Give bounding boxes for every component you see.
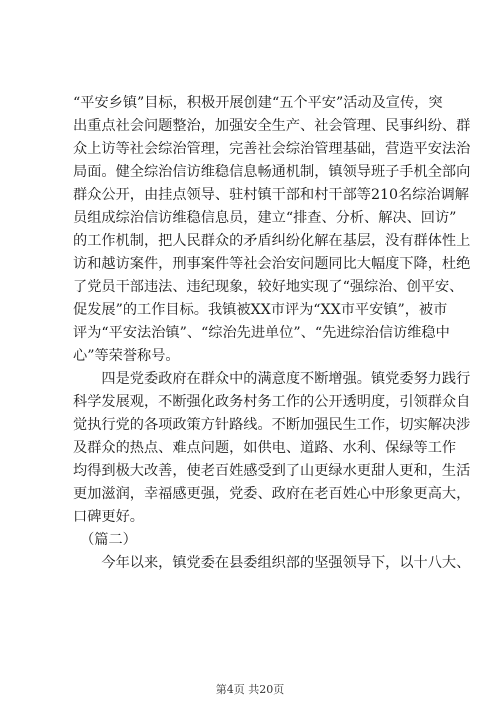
body-line: 更加滋润，幸福感更强，党委、政府在老百姓心中形象更高大， bbox=[73, 486, 471, 502]
body-line: 及群众的热点、难点问题，如供电、道路、水利、保绿等工作 bbox=[73, 440, 457, 456]
page-number-footer: 第4页 共20页 bbox=[215, 683, 285, 696]
body-line: 口碑更好。 bbox=[73, 509, 144, 525]
body-line: 众上访等社会综治管理，完善社会综治管理基础，营造平安法治 bbox=[73, 141, 471, 157]
body-line: 了党员干部违法、违纪现象，较好地实现了“强综治、创平安、 bbox=[73, 279, 464, 295]
body-line: 局面。健全综治信访维稳信息畅通机制，镇领导班子手机全部向 bbox=[73, 164, 471, 180]
body-line: 群众公开，由挂点领导、驻村镇干部和村干部等210名综治调解 bbox=[73, 187, 469, 203]
body-line: 的工作机制，把人民群众的矛盾纠纷化解在基层，没有群体性上 bbox=[73, 233, 471, 249]
body-line: 科学发展观，不断强化政务村务工作的公开透明度，引领群众自 bbox=[73, 394, 471, 410]
body-line: “平安乡镇”目标，积极开展创建“五个平安”活动及宣传，突 bbox=[73, 95, 443, 111]
body-line: 评为“平安法治镇”、“综治先进单位”、“先进综治信访维稳中 bbox=[73, 325, 450, 341]
body-line: 出重点社会问题整治，加强安全生产、社会管理、民事纠纷、群 bbox=[73, 118, 471, 134]
body-line: 访和越访案件，刑事案件等社会治安问题同比大幅度下降，杜绝 bbox=[73, 256, 471, 272]
body-line: 员组成综治信访维稳信息员，建立“排查、分析、解决、回访” bbox=[73, 210, 457, 226]
section-heading: （篇二） bbox=[73, 532, 137, 548]
body-line: 觉执行党的各项政策方针路线。不断加强民生工作，切实解决涉 bbox=[73, 417, 471, 433]
body-line: 促发展”的工作目标。我镇被XX市评为“XX市平安镇”，被市 bbox=[73, 302, 448, 318]
body-line: 心”等荣誉称号。 bbox=[73, 348, 180, 364]
body-line: 今年以来，镇党委在县委组织部的坚强领导下，以十八大、 bbox=[73, 555, 471, 571]
body-line: 均得到极大改善，使老百姓感受到了山更绿水更甜人更和，生活 bbox=[73, 463, 471, 479]
body-line: 四是党委政府在群众中的满意度不断增强。镇党委努力践行 bbox=[73, 371, 471, 387]
